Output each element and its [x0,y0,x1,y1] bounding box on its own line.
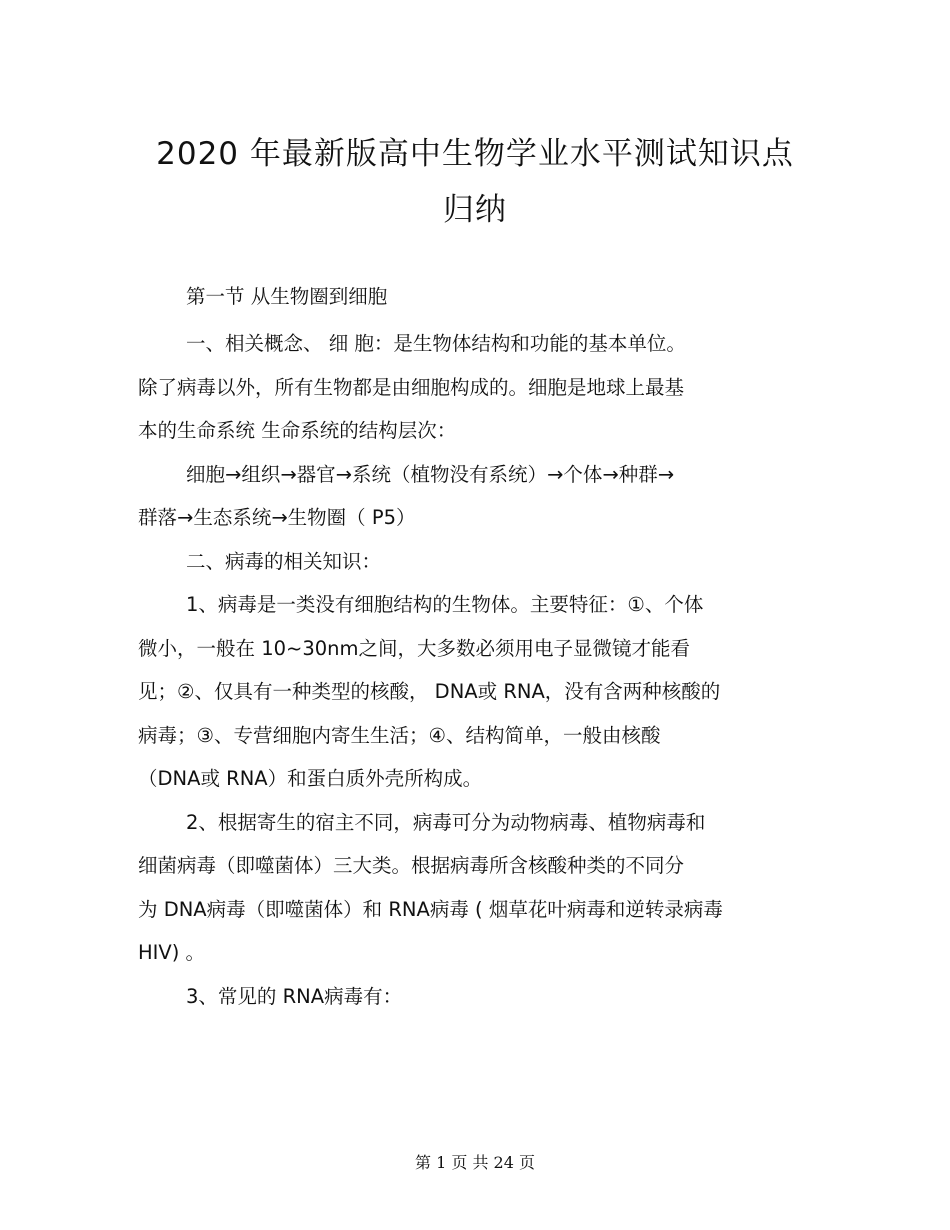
text-line: 微小，一般在 10~30nm之间，大多数必须用电子显微镜才能看 [138,636,691,660]
document-title [100,126,850,238]
text-line: （DNA或 RNA）和蛋白质外壳所构成。 [138,767,483,790]
text-line: 群落→生态系统→生物圈（ P5） [138,506,416,529]
document-body [138,322,798,1018]
page-footer [0,1150,950,1173]
text-line: 一、相关概念、 细 胞：是生物体结构和功能的基本单位。 [186,332,686,355]
title-line-2: 归纳 [443,192,507,228]
text-line: HIV) 。 [138,941,206,964]
text-line: 病毒；③、专营细胞内寄生生活；④、结构简单，一般由核酸 [138,723,661,747]
text-line: 为 DNA病毒（即噬菌体）和 RNA病毒 ( 烟草花叶病毒和逆转录病毒 [138,897,723,921]
text-line: 细菌病毒（即噬菌体）三大类。根据病毒所含核酸种类的不同分 [138,854,685,877]
text-line: 1、病毒是一类没有细胞结构的生物体。主要特征：①、个体 [186,593,704,616]
text-line: 除了病毒以外，所有生物都是由细胞构成的。细胞是地球上最基 [138,375,685,399]
title-line-1: 2020 年最新版高中生物学业水平测试知识点 [156,136,794,172]
section-heading: 第一节 从生物圈到细胞 [186,285,388,308]
text-line: 二、病毒的相关知识： [186,549,382,573]
section-heading-block [138,275,798,319]
text-line: 2、根据寄生的宿主不同，病毒可分为动物病毒、植物病毒和 [186,810,706,834]
page-number: 第 1 页 共 24 页 [415,1153,535,1172]
text-line: 3、常见的 RNA病毒有： [186,984,403,1008]
text-line: 见；②、仅具有一种类型的核酸， DNA或 RNA，没有含两种核酸的 [138,680,721,703]
text-line: 细胞→组织→器官→系统（植物没有系统）→个体→种群→ [186,462,675,486]
text-line: 本的生命系统 生命系统的结构层次： [138,419,457,442]
